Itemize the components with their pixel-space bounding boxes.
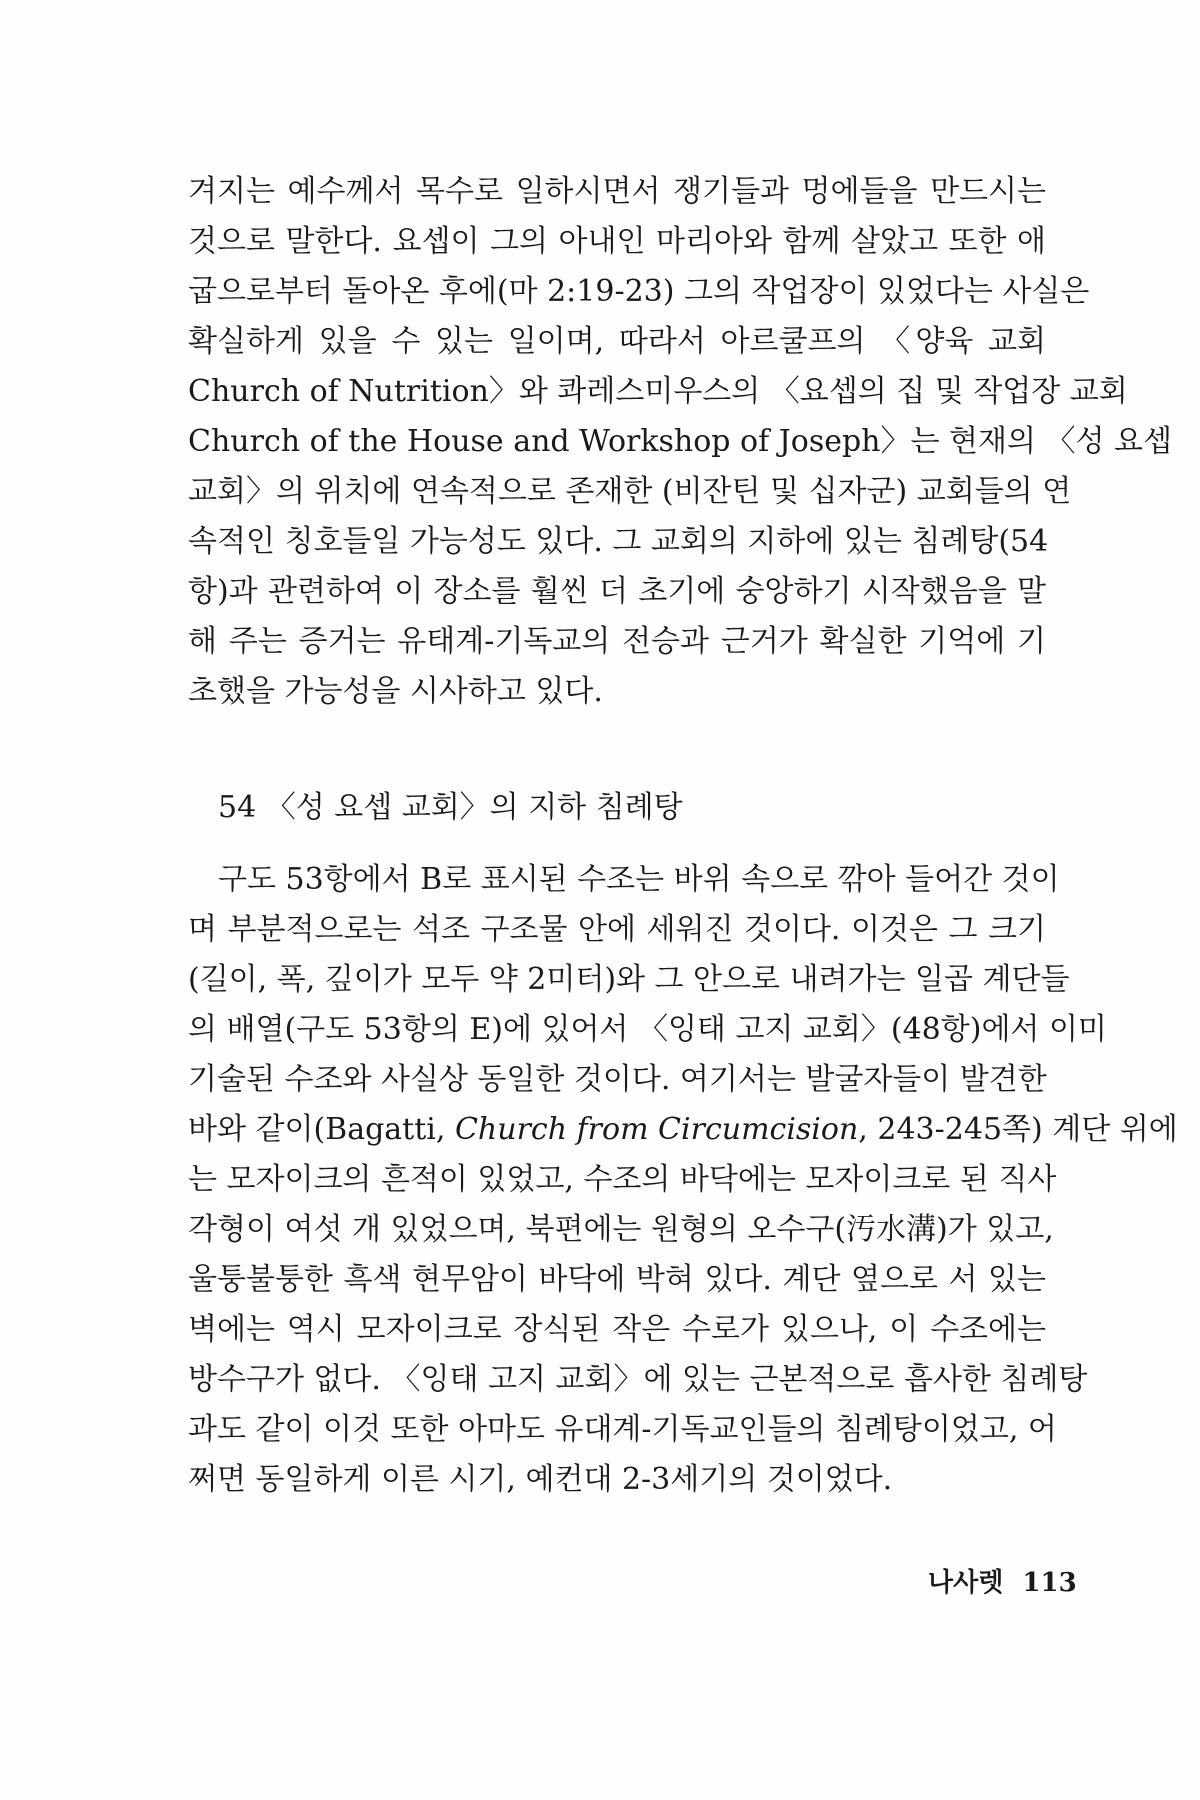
- paragraph-1-line: Church of the House and Workshop of Joseph〉는 현재의 〈성 요셉: [188, 424, 1172, 459]
- section-heading: 54 〈성 요셉 교회〉의 지하 침례탕: [218, 790, 683, 825]
- paragraph-1-line: 초했을 가능성을 시사하고 있다.: [188, 674, 603, 709]
- paragraph-2-line: (길이, 폭, 깊이가 모두 약 2미터)와 그 안으로 내려가는 일곱 계단들: [188, 962, 1070, 997]
- cited-title: Church from Circumcision: [454, 1112, 859, 1147]
- paragraph-1-line: 속적인 칭호들일 가능성도 있다. 그 교회의 지하에 있는 침례탕(54: [188, 524, 1049, 559]
- paragraph-2-line: 며 부분적으로는 석조 구조물 안에 세워진 것이다. 이것은 그 크기: [188, 912, 1046, 947]
- page-footer: [928, 1563, 1077, 1603]
- paragraph-2-line: 는 모자이크의 흔적이 있었고, 수조의 바닥에는 모자이크로 된 직사: [188, 1162, 1057, 1197]
- paragraph-1-line: 항)과 관련하여 이 장소를 훨씬 더 초기에 숭앙하기 시작했음을 말: [188, 574, 1046, 609]
- paragraph-1-line: 굽으로부터 돌아온 후에(마 2:19-23) 그의 작업장이 있었다는 사실은: [188, 274, 1090, 309]
- paragraph-2: [188, 855, 1178, 1505]
- paragraph-1-line: 해 주는 증거는 유태계-기독교의 전승과 근거가 확실한 기억에 기: [188, 624, 1046, 659]
- paragraph-2-line: 방수구가 없다. 〈잉태 고지 교회〉에 있는 근본적으로 흡사한 침례탕: [188, 1362, 1088, 1397]
- paragraph-2-line: 벽에는 역시 모자이크로 장식된 작은 수로가 있으나, 이 수조에는: [188, 1312, 1046, 1347]
- paragraph-1-line: 것으로 말한다. 요셉이 그의 아내인 마리아와 함께 살았고 또한 애: [188, 224, 1046, 259]
- paragraph-2-line: 바와 같이(Bagatti, Church from Circumcision, 243-245쪽) 계단 위에: [188, 1112, 1178, 1147]
- running-title: 나사렛: [928, 1568, 1004, 1598]
- paragraph-2-line: 울퉁불퉁한 흑색 현무암이 바닥에 박혀 있다. 계단 옆으로 서 있는: [188, 1262, 1046, 1297]
- paragraph-2-line: 의 배열(구도 53항의 E)에 있어서 〈잉태 고지 교회〉(48항)에서 이미: [188, 1012, 1107, 1047]
- paragraph-2-line: 쩌면 동일하게 이른 시기, 예컨대 2-3세기의 것이었다.: [188, 1462, 893, 1497]
- paragraph-1-line: Church of Nutrition〉와 콰레스미우스의 〈요셉의 집 및 작업장 교회: [188, 374, 1128, 409]
- paragraph-1-line: 겨지는 예수께서 목수로 일하시면서 쟁기들과 멍에들을 만드시는: [188, 174, 1046, 209]
- paragraph-2-line: 과도 같이 이것 또한 아마도 유대계-기독교인들의 침례탕이었고, 어: [188, 1412, 1057, 1447]
- paragraph-2-line: 구도 53항에서 B로 표시된 수조는 바위 속으로 깎아 들어간 것이: [218, 862, 1060, 897]
- paragraph-2-line: 기술된 수조와 사실상 동일한 것이다. 여기서는 발굴자들이 발견한: [188, 1062, 1047, 1097]
- paragraph-1-line: 확실하게 있을 수 있는 일이며, 따라서 아르쿨프의 〈양육 교회: [188, 324, 1046, 359]
- paragraph-2-line: 각형이 여섯 개 있었으며, 북편에는 원형의 오수구(汚水溝)가 있고,: [188, 1212, 1054, 1247]
- paragraph-1: [188, 167, 1172, 717]
- page-number: 113: [1022, 1568, 1077, 1598]
- paragraph-1-line: 교회〉의 위치에 연속적으로 존재한 (비잔틴 및 십자군) 교회들의 연: [188, 474, 1072, 509]
